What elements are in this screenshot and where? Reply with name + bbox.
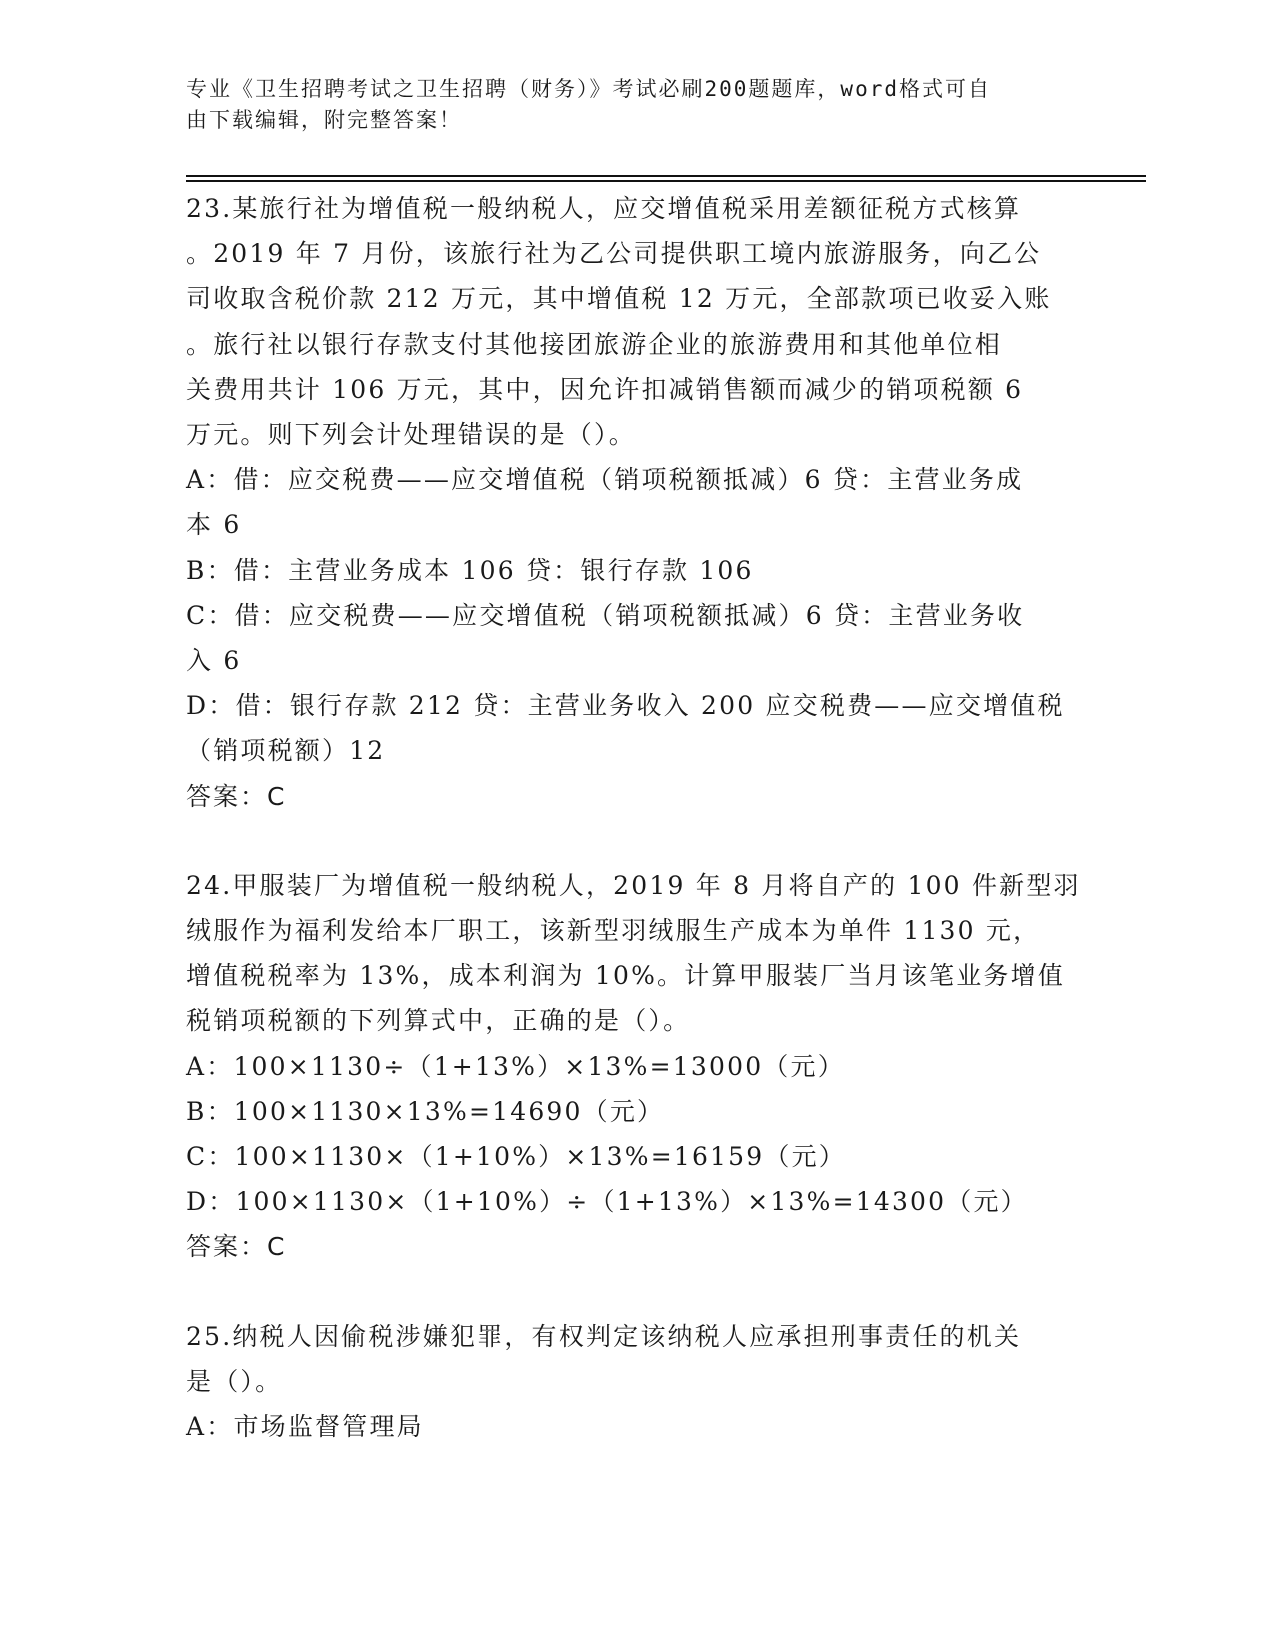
option-a-line: A：100×1130÷（1+13%）×13%=13000（元） [186,1051,845,1081]
option-d-line: D：借：银行存款 212 贷：主营业务收入 200 应交税费——应交增值税 [186,691,1065,721]
question-stem-line: 。旅行社以银行存款支付其他接团旅游企业的旅游费用和其他单位相 [186,329,1003,359]
question-stem-line: 是（）。 [186,1366,283,1396]
question-25 [186,1314,1086,1450]
question-stem-line: 增值税税率为 13%，成本利润为 10%。计算甲服装厂当月该笔业务增值 [186,961,1066,991]
header-line-2: 由下载编辑，附完整答案！ [186,108,462,132]
option-d-line: D：100×1130×（1+10%）÷（1+13%）×13%=14300（元） [186,1187,1028,1217]
question-stem-line: 万元。则下列会计处理错误的是（）。 [186,420,636,450]
question-stem-line: 绒服作为福利发给本厂职工，该新型羽绒服生产成本为单件 1130 元， [186,916,1041,946]
header-rule-top [186,175,1146,177]
question-stem-line: 24.甲服装厂为增值税一般纳税人，2019 年 8 月将自产的 100 件新型羽 [186,870,1081,900]
page-header [186,74,1056,136]
option-a-line: A：市场监督管理局 [186,1412,424,1442]
option-b-line: B：100×1130×13%=14690（元） [186,1096,665,1126]
option-c-line: 入 6 [186,646,242,676]
question-24 [186,863,1086,1270]
option-d-line: （销项税额）12 [186,736,386,766]
header-line-1: 专业《卫生招聘考试之卫生招聘（财务）》考试必刷200题题库，word格式可自 [186,77,991,101]
question-stem-line: 25.纳税人因偷税涉嫌犯罪，有权判定该纳税人应承担刑事责任的机关 [186,1321,1022,1351]
question-stem-line: 税销项税额的下列算式中，正确的是（）。 [186,1006,691,1036]
option-c-line: C：借：应交税费——应交增值税（销项税额抵减）6 贷：主营业务收 [186,600,1025,630]
question-stem-line: 。2019 年 7 月份，该旅行社为乙公司提供职工境内旅游服务，向乙公 [186,239,1042,269]
question-stem-line: 司收取含税价款 212 万元，其中增值税 12 万元，全部款项已收妥入账 [186,284,1052,314]
answer-label: 答案：C [186,781,287,811]
option-a-line: A：借：应交税费——应交增值税（销项税额抵减）6 贷：主营业务成 [186,465,1024,495]
question-list [186,186,1086,1493]
answer-label: 答案：C [186,1232,287,1262]
question-stem-line: 关费用共计 106 万元，其中，因允许扣减销售额而减少的销项税额 6 [186,374,1024,404]
question-stem-line: 23.某旅行社为增值税一般纳税人，应交增值税采用差额征税方式核算 [186,194,1022,223]
option-a-line: 本 6 [186,510,242,540]
header-rule-bottom [186,180,1146,182]
option-c-line: C：100×1130×（1+10%）×13%=16159（元） [186,1142,846,1172]
option-b-line: B：借：主营业务成本 106 贷：银行存款 106 [186,555,754,585]
question-23 [186,186,1086,819]
